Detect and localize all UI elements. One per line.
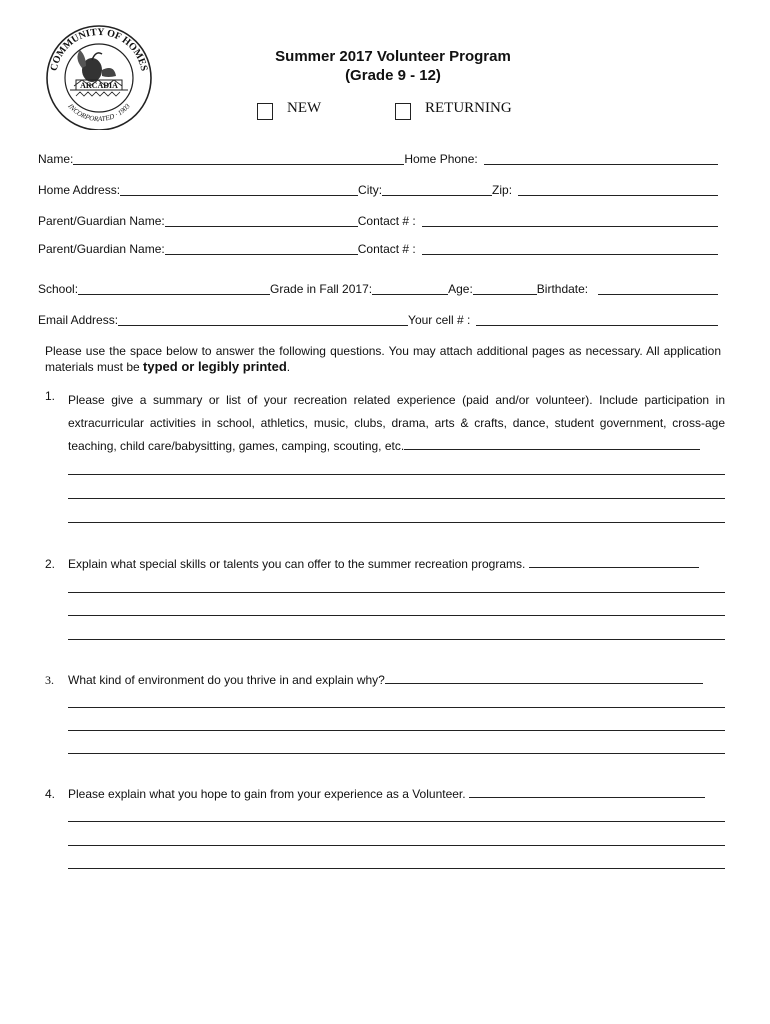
answer-4-line-2[interactable] [68,845,725,846]
question-1 [45,389,725,459]
school-row [38,282,718,296]
answer-1-inline-line[interactable] [404,440,700,450]
city-field[interactable] [382,184,492,196]
parent1-field[interactable] [165,215,358,227]
parent2-label: Parent/Guardian Name: [38,242,165,256]
age-field[interactable] [473,283,537,295]
email-field[interactable] [118,314,408,326]
contact2-field[interactable] [422,243,718,255]
question-1-number: 1. [45,389,56,403]
new-checkbox[interactable] [257,103,273,120]
parent2-row [38,242,718,256]
seal-center-text: ARCADIA [80,81,118,90]
birthdate-field[interactable] [598,283,718,295]
question-1-label: Please give a summary or list of your recreation related experience (paid and/or volunteer). Include participation in extracurricular activities in school, athletics, music, clubs, drama, arts & crafts, dance, student government, cross-age teaching, child care/babysitting, games, camping, scouting, etc. [68,393,725,453]
seal-top-text: COMMUNITY OF HOMES [48,26,150,73]
school-label: School: [38,282,79,296]
new-option[interactable] [257,100,322,120]
home-address-label: Home Address: [38,183,121,197]
school-field[interactable] [78,283,270,295]
city-label: City: [358,183,383,197]
parent2-field[interactable] [165,243,358,255]
answer-4-line-1[interactable] [68,821,725,822]
answer-3-line-3[interactable] [68,753,725,754]
grade-field[interactable] [372,283,448,295]
zip-label: Zip: [492,183,513,197]
question-4-label: Please explain what you hope to gain from your experience as a Volunteer. [68,787,466,801]
cell-field[interactable] [476,314,718,326]
parent1-label: Parent/Guardian Name: [38,214,165,228]
question-4-text [68,787,725,802]
home-phone-label: Home Phone: [404,152,478,166]
answer-1-line-3[interactable] [68,522,725,523]
answer-3-inline-line[interactable] [385,674,703,684]
returning-label: RETURNING [425,100,512,116]
seal-bottom-text: INCORPORATED · 1903 [66,102,132,124]
zip-field[interactable] [518,184,718,196]
question-4-number: 4. [45,787,56,801]
answer-1-line-1[interactable] [68,474,725,475]
answer-4-line-3[interactable] [68,868,725,869]
answer-4-inline-line[interactable] [469,788,705,798]
returning-option[interactable] [395,100,512,120]
age-label: Age: [448,282,473,296]
question-2-label: Explain what special skills or talents you can offer to the summer recreation programs. [68,557,526,571]
form-subtitle: (Grade 9 - 12) [345,67,441,84]
cell-label: Your cell # : [408,313,471,327]
name-label: Name: [38,152,74,166]
birthdate-label: Birthdate: [536,282,589,296]
new-label: NEW [287,100,322,116]
contact1-field[interactable] [422,215,718,227]
address-row [38,183,718,197]
instructions-text: Please use the space below to answer the following questions. You may attach additional pages as necessary. All application materials must be [45,344,721,374]
question-2 [45,557,725,577]
question-3 [45,673,725,693]
answer-2-line-2[interactable] [68,615,725,616]
home-phone-field[interactable] [484,153,718,165]
name-row [38,152,718,166]
answer-2-line-1[interactable] [68,592,725,593]
question-3-number: 3. [45,673,54,687]
answer-3-line-2[interactable] [68,730,725,731]
answer-3-line-1[interactable] [68,707,725,708]
question-2-number: 2. [45,557,56,571]
instructions-bold: typed or legibly printed [143,359,287,374]
instructions-end: . [286,360,291,374]
contact1-label: Contact # : [357,214,416,228]
form-title: Summer 2017 Volunteer Program [275,48,511,65]
name-field[interactable] [73,153,404,165]
question-3-text [68,673,725,688]
email-label: Email Address: [38,313,119,327]
email-row [38,313,718,327]
answer-1-line-2[interactable] [68,498,725,499]
home-address-field[interactable] [120,184,358,196]
question-3-label: What kind of environment do you thrive in and explain why? [68,673,385,687]
question-1-text [68,389,725,458]
answer-2-inline-line[interactable] [529,558,699,568]
question-4 [45,787,725,807]
parent1-row [38,214,718,228]
returning-checkbox[interactable] [395,103,411,120]
answer-2-line-3[interactable] [68,639,725,640]
question-2-text [68,557,725,572]
instructions [45,344,721,375]
contact2-label: Contact # : [357,242,416,256]
grade-label: Grade in Fall 2017: [270,282,373,296]
